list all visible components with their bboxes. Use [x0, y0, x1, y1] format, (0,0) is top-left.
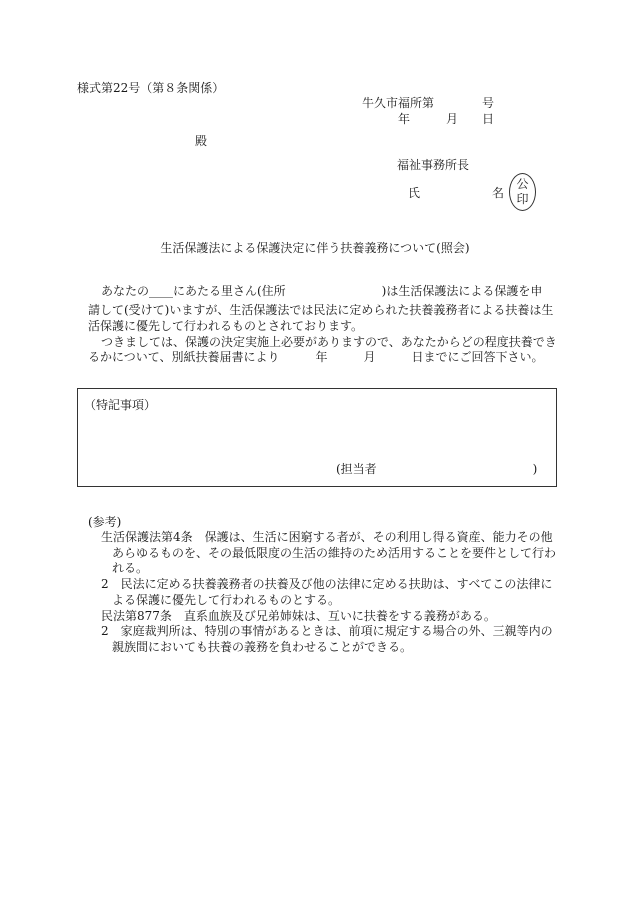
- form-number: 様式第22号（第８条関係）: [77, 81, 225, 95]
- reference-heading: (参考): [88, 515, 122, 529]
- document-number: 牛久市福所第 号: [362, 96, 495, 110]
- body-line: あなたの____にあたる里さん(住所 )は生活保護法による保護を申: [101, 284, 543, 298]
- body-line: 活保護に優先して行われるものとされております。: [88, 319, 364, 333]
- reference-line: れる。: [112, 561, 149, 575]
- seal-char: 印: [516, 192, 529, 206]
- body-line: るかについて、別紙扶養届書により 年 月 日までにご回答下さい。: [88, 350, 544, 364]
- reference-line: あらゆるものを、その最低限度の生活の維持のため活用することを要件として行わ: [112, 546, 557, 560]
- reference-line: よる保護に優先して行われるものとする。: [112, 593, 341, 607]
- official-seal: [509, 173, 536, 211]
- reference-line: 生活保護法第4条 保護は、生活に困窮する者が、その利用し得る資産、能力その他: [101, 530, 553, 544]
- reference-line: 2 家庭裁判所は、特別の事情があるときは、前項に規定する場合の外、三親等内の: [101, 624, 553, 638]
- remarks-label: （特記事項）: [84, 398, 157, 412]
- body-line: 請して(受けて)いますが、生活保護法では民法に定められた扶養義務者による扶養は生: [88, 303, 554, 317]
- reference-line: 2 民法に定める扶養義務者の扶養及び他の法律に定める扶助は、すべてこの法律に: [101, 577, 553, 591]
- reference-line: 親族間においても扶養の義務を負わせることができる。: [112, 640, 413, 654]
- seal-char: 公: [516, 177, 529, 191]
- document-title: 生活保護法による保護決定に伴う扶養義務について(照会): [160, 241, 470, 255]
- sender-title: 福祉事務所長: [397, 158, 470, 172]
- issue-date: 年 月 日: [398, 112, 495, 126]
- sender-name-label: 氏 名: [408, 186, 505, 200]
- addressee-honorific: 殿: [195, 134, 208, 148]
- staff-contact: (担当者 ): [336, 462, 538, 476]
- reference-line: 民法第877条 直系血族及び兄弟姉妹は、互いに扶養をする義務がある。: [101, 609, 496, 623]
- body-line: つきましては、保護の決定実施上必要がありますので、あなたからどの程度扶養でき: [101, 335, 557, 349]
